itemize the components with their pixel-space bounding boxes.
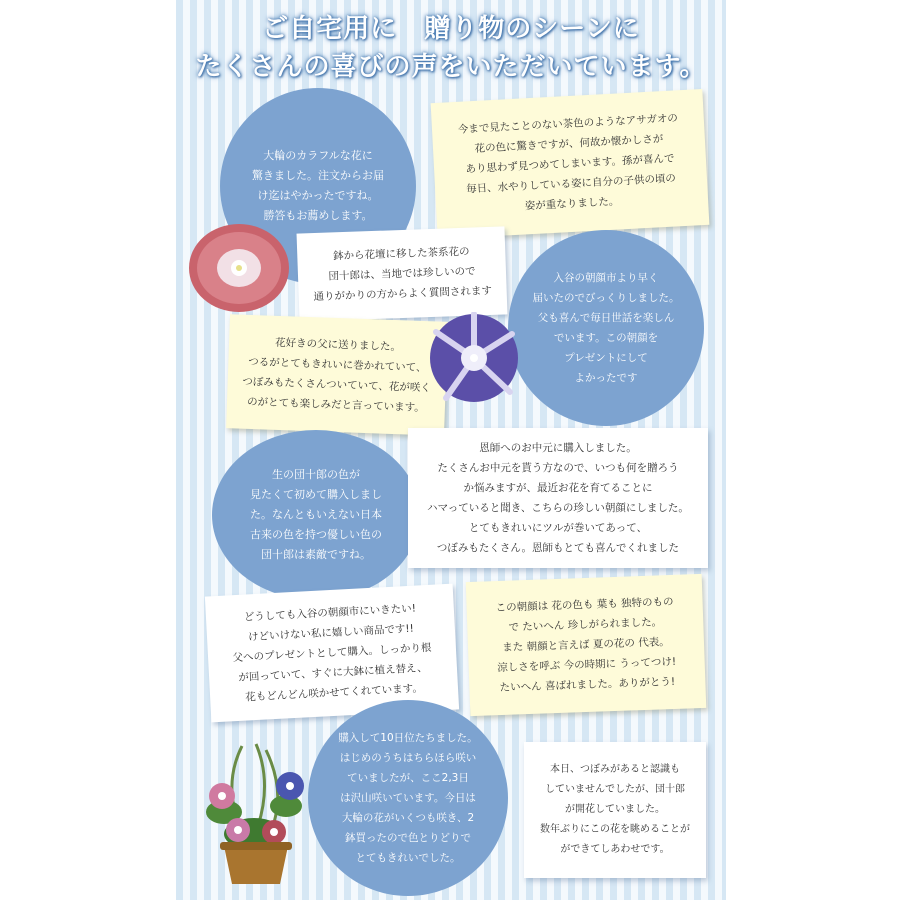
purple-morning-glory-icon	[426, 312, 522, 404]
review-card: 大輪のカラフルな花に 驚きました。注文からお届 け迄はやかったですね。 勝答もお薦めします。	[220, 88, 416, 284]
heading-line-2: たくさんの喜びの声をいただいています。	[195, 52, 707, 82]
potted-morning-glory-icon	[194, 742, 318, 888]
review-card: 恩師へのお中元に購入しました。 たくさんお中元を貰う方なので、いつも何を贈ろう か悩みますが、最近お花を育てることに ハマっていると聞き、こちらの珍しい朝顔にしました。 とてもきれいにツルが巻いてあって、 つぼみもたくさん。恩師もとても喜んでくれました	[408, 428, 708, 568]
review-card: この朝顔は 花の色も 葉も 独特のもの で たいへん 珍しがられました。 また 朝顔と言えば 夏の花の 代表。 涼しさを呼ぶ 今の時期に うってつけ! たいへん 喜ばれました。ありがとう!	[466, 574, 707, 716]
pink-morning-glory-icon	[184, 218, 294, 314]
review-card: 入谷の朝顔市より早く 届いたのでびっくりしました。 父も喜んで毎日世話を楽しん でいます。この朝顔を プレゼントにして よかったです	[508, 230, 704, 426]
review-card: 花好きの父に送りました。 つるがとてもきれいに巻かれていて、 つぼみもたくさんついていて、花が咲く のがとても楽しみだと言っています。	[226, 314, 448, 436]
review-card: 鉢から花壇に移した茶系花の 団十郎は、当地では珍しいので 通りがかりの方からよく質問されます	[297, 226, 508, 321]
review-card: どうしても入谷の朝顔市にいきたい! けどいけない私に嬉しい商品です!! 父へのプレゼントとして購入。しっかり根 が回っていて、すぐに大鉢に植え替え、 花もどんどん咲かせてくれています。	[205, 584, 459, 723]
review-card: 生の団十郎の色が 見たくて初めて購入しまし た。なんともいえない日本 古来の色を持つ優しい色の 団十郎は素敵ですね。	[212, 430, 420, 600]
testimonial-panel	[176, 0, 726, 900]
review-card: 本日、つぼみがあると認識も していませんでしたが、団十郎 が開花していました。 数年ぶりにこの花を眺めることが ができてしあわせです。	[524, 742, 706, 878]
review-card: 今まで見たことのない茶色のようなアサガオの 花の色に驚きですが、何故か懐かしさが あり思わず見つめてしまいます。孫が喜んで 毎日、水やりしている姿に自分の子供の頃の 姿が重なりました。	[431, 89, 710, 239]
heading-line-1: ご自宅用に 贈り物のシーンに	[262, 14, 640, 44]
review-card: 購入して10日位たちました。 はじめのうちはちらほら咲い ていましたが、ここ2,3日 は沢山咲いています。今日は 大輪の花がいくつも咲き、2 鉢買ったので色とりどりで とてもきれいでした。	[308, 700, 508, 896]
